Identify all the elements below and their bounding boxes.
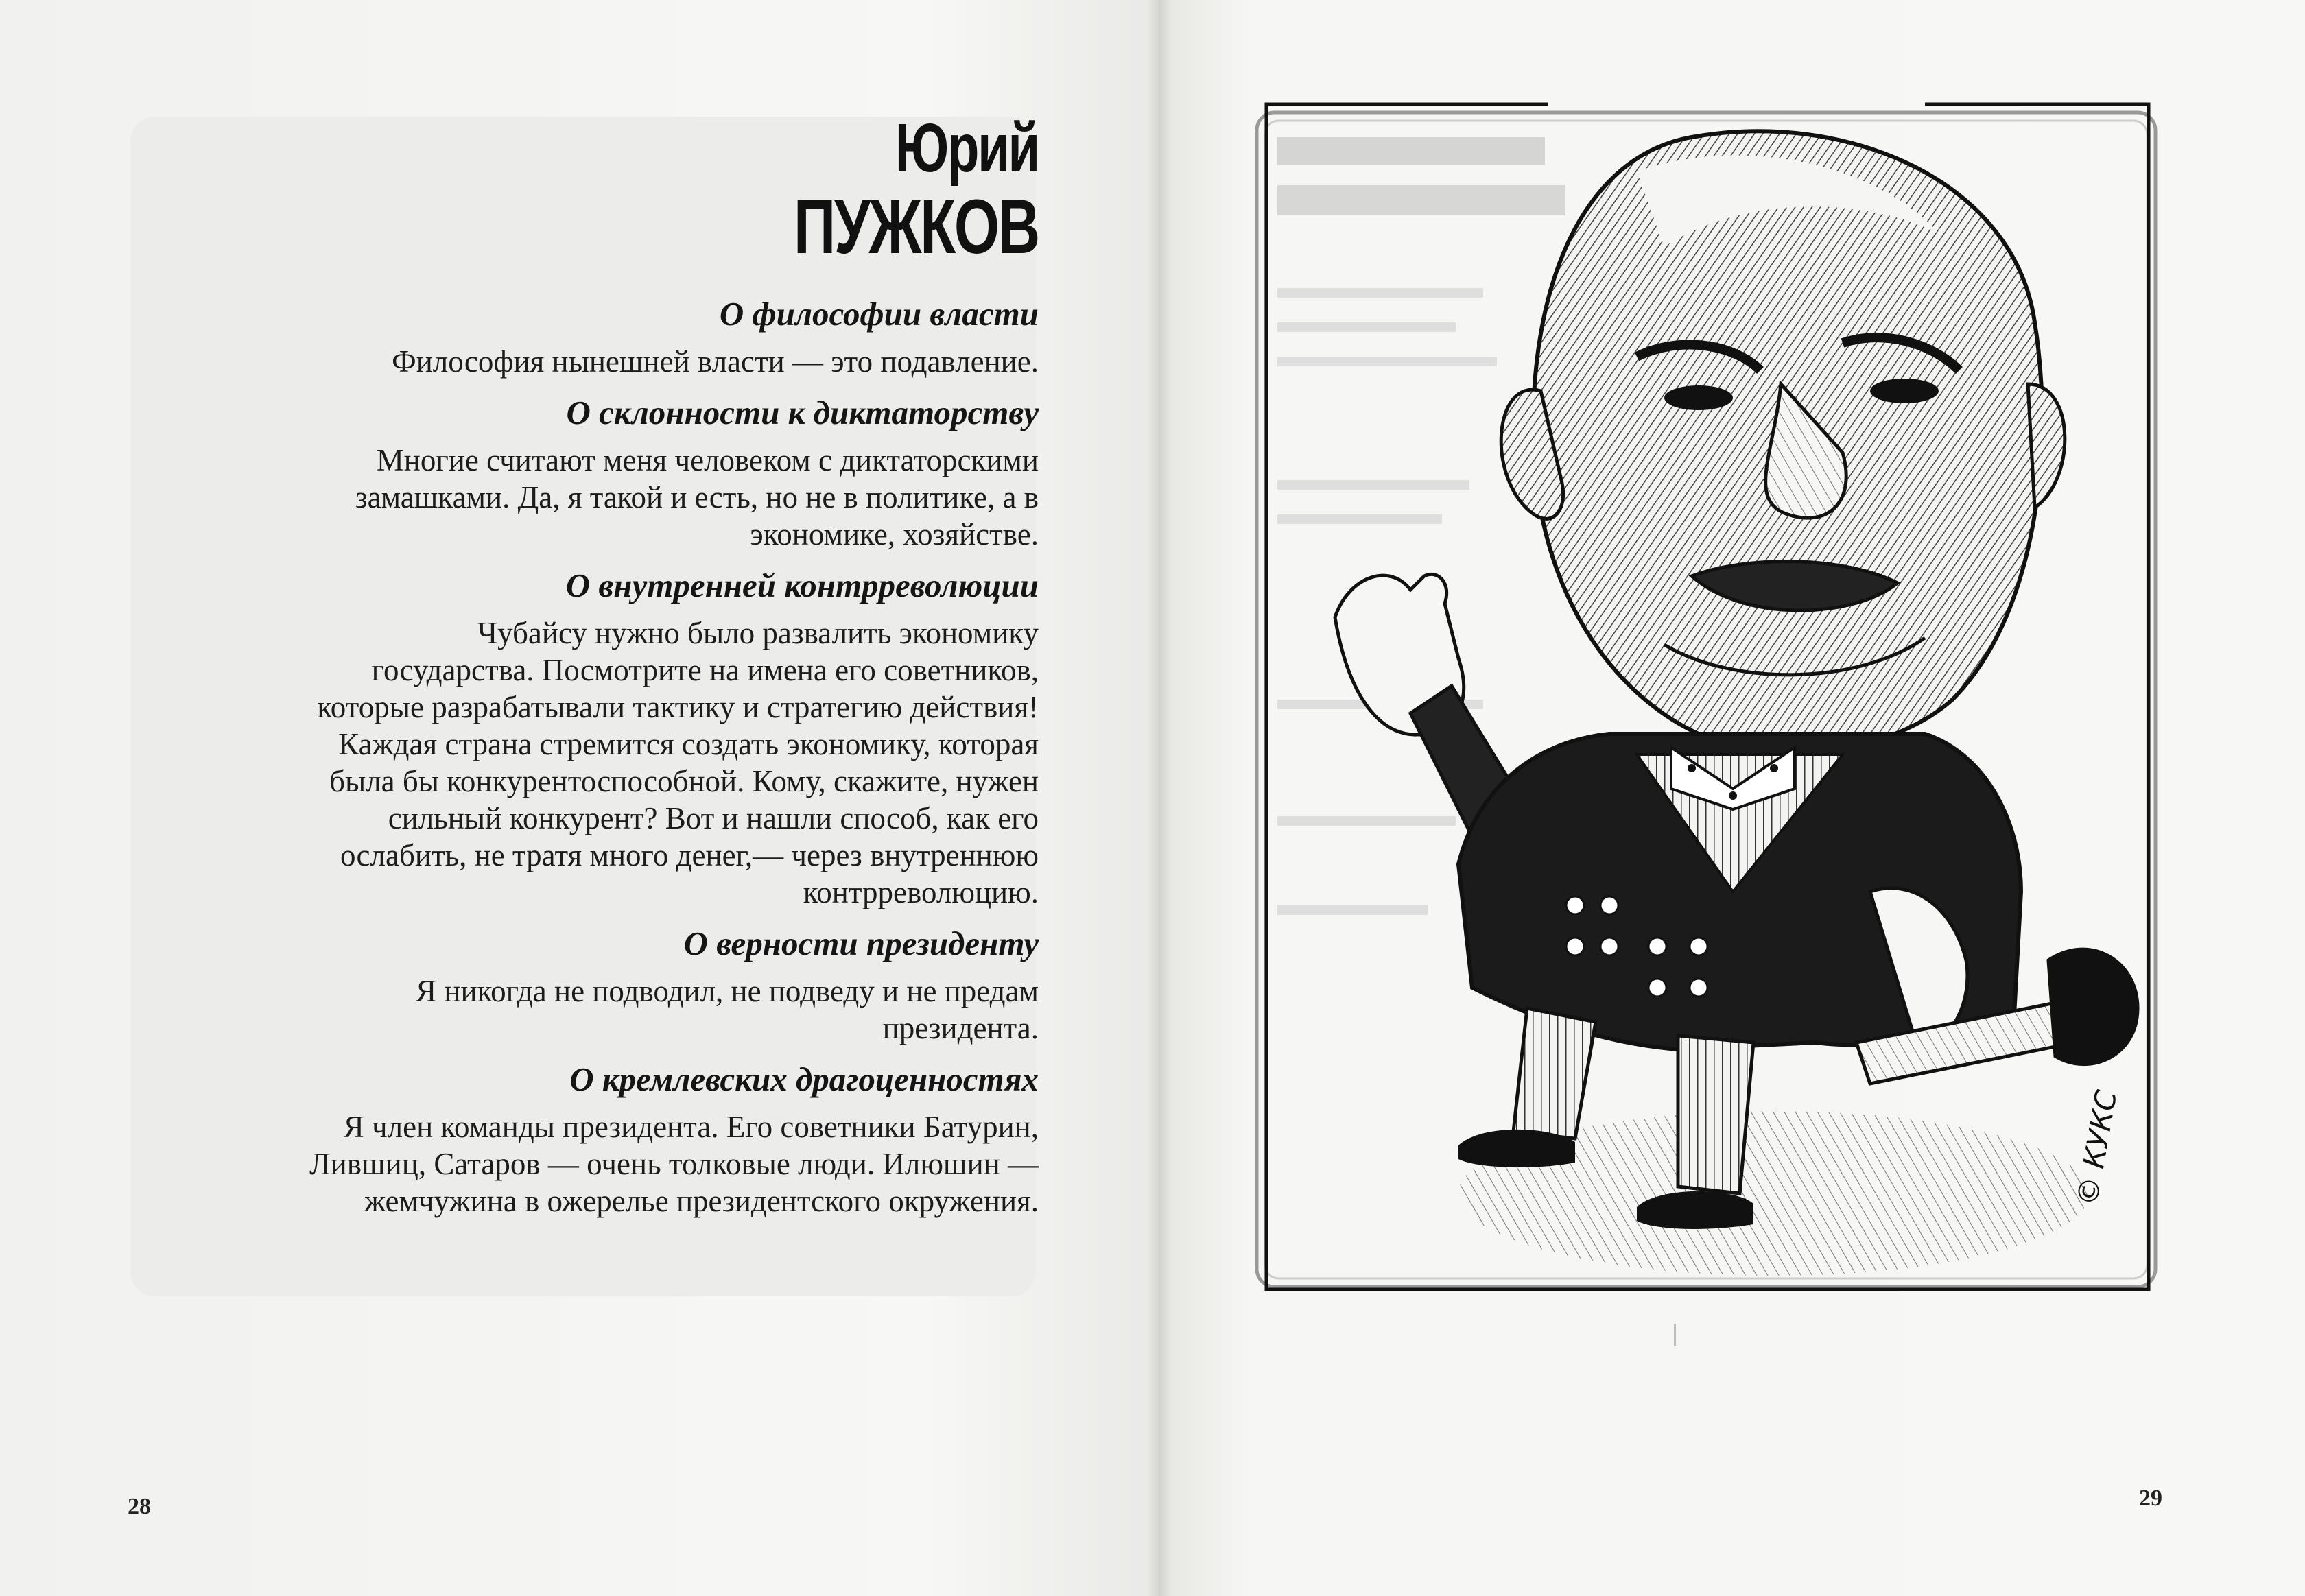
body-line: сильный конкурент? Вот и нашли способ, как его <box>388 801 1039 835</box>
signature-text: © КУКС <box>2070 1087 2124 1208</box>
body-line: Я член команды президента. Его советники Батурин, <box>343 1110 1039 1144</box>
body-line: контрреволюцию. <box>803 875 1039 909</box>
section-loyalty <box>206 922 1039 1047</box>
body-line: Я никогда не подводил, не подведу и не предам <box>416 974 1039 1008</box>
section-philosophy <box>206 292 1039 380</box>
section-body <box>206 343 1039 380</box>
section-body <box>206 442 1039 553</box>
body-line: Чубайсу нужно было развалить экономику <box>477 616 1039 650</box>
body-line: государства. Посмотрите на имена его советников, <box>371 653 1039 687</box>
section-body <box>206 973 1039 1047</box>
body-line: которые разрабатывали тактику и стратегию действия! <box>317 690 1039 724</box>
page-number-right: 29 <box>2139 1486 2162 1511</box>
section-title: О философии власти <box>719 295 1039 333</box>
section-title: О верности президенту <box>683 925 1039 962</box>
body-line: Философия нынешней власти — это подавление. <box>392 344 1039 379</box>
body-line: президента. <box>882 1011 1039 1045</box>
body-line: Многие считают меня человеком с диктаторскими <box>376 443 1039 477</box>
body-line: жемчужина в ожерелье президентского окружения. <box>364 1184 1039 1218</box>
page-number-left: 28 <box>128 1494 151 1519</box>
body-line: Лившиц, Сатаров — очень толковые люди. Илюшин — <box>309 1147 1039 1181</box>
section-body <box>206 1108 1039 1219</box>
body-line: Каждая страна стремится создать экономику, которая <box>338 727 1039 761</box>
section-title: О внутренней контрреволюции <box>565 567 1039 604</box>
section-title: О кремлевских драгоценностях <box>569 1060 1039 1098</box>
section-body <box>206 615 1039 911</box>
person-first-name: Юрий <box>895 110 1039 187</box>
body-line: ослабить, не тратя много денег,— через внутреннюю <box>340 838 1039 872</box>
article-column <box>206 110 1039 1219</box>
section-counterrevolution <box>206 564 1039 911</box>
body-line: экономике, хозяйстве. <box>750 517 1039 551</box>
section-dictatorship <box>206 391 1039 553</box>
caricature-illustration <box>1253 96 2162 1303</box>
page-mark <box>1674 1324 1676 1346</box>
section-kremlin-jewels <box>206 1058 1039 1219</box>
person-last-name: ПУЖКОВ <box>793 184 1039 270</box>
body-line: была бы конкурентоспособной. Кому, скажите, нужен <box>329 764 1039 798</box>
cartoonist-signature <box>2070 1087 2124 1208</box>
body-line: замашками. Да, я такой и есть, но не в политике, а в <box>355 480 1039 514</box>
section-title: О склонности к диктаторству <box>566 394 1039 431</box>
head <box>1501 131 2065 752</box>
book-gutter <box>1147 0 1172 1596</box>
